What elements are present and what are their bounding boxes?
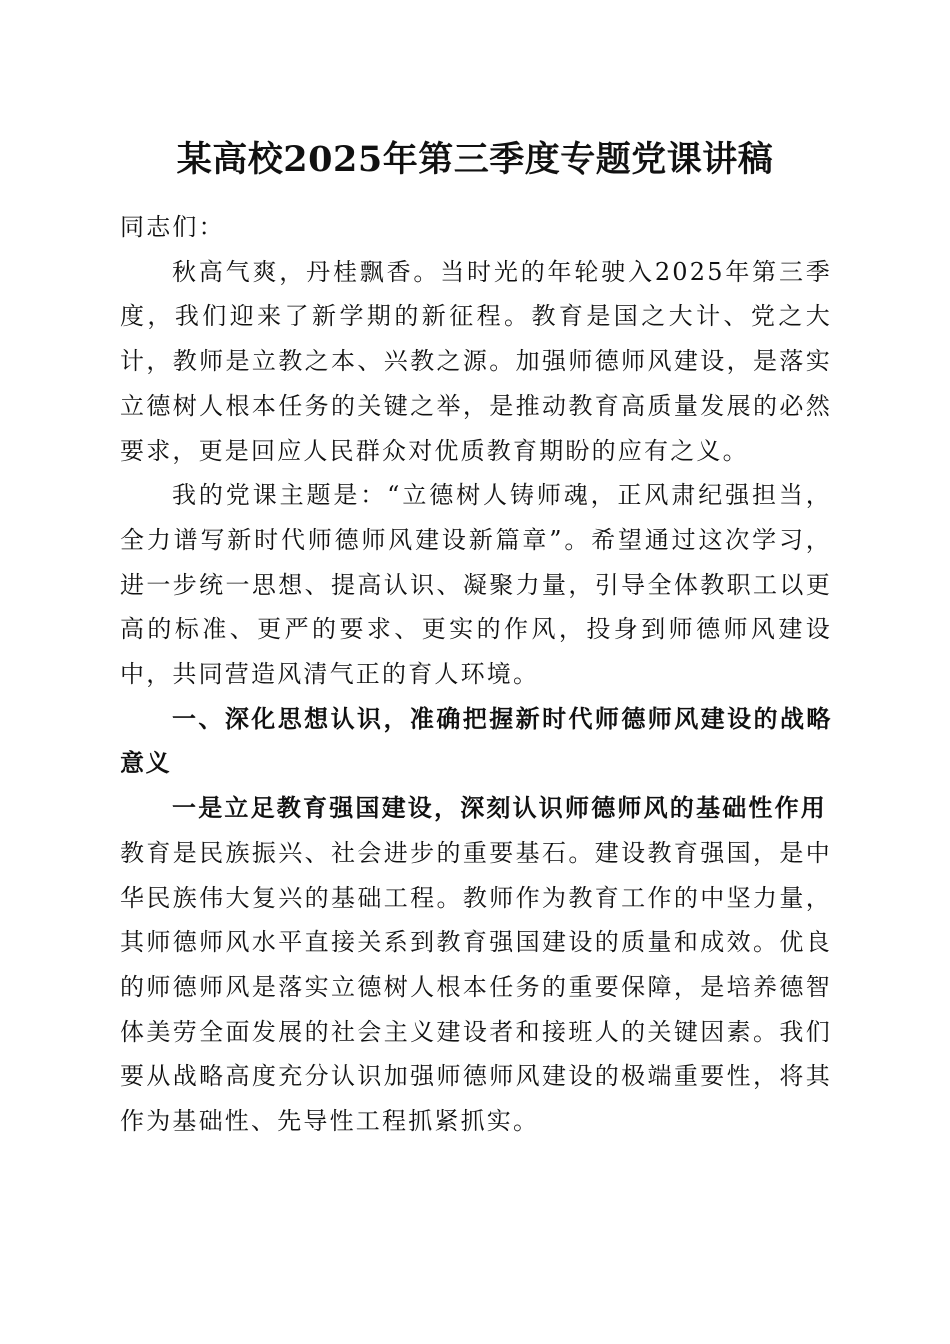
section-1-paragraph-1: 教育是民族振兴、社会进步的重要基石。建设教育强国，是中华民族伟大复兴的基础工程。教师作为教育工作的中坚力量，其师德师风水平直接关系到教育强国建设的质量和成效。优良的师德师风是落实立德树人根本任务的重要保障，是培养德智体美劳全面发展的社会主义建设者和接班人的关键因素。我们要从战略高度充分认识加强师德师风建设的极端重要性，将其作为基础性、先导性工程抓紧抓实。 xyxy=(120,838,832,1136)
intro-paragraph-2: 我的党课主题是：“立德树人铸师魂，正风肃纪强担当，全力谱写新时代师德师风建设新篇章”。希望通过这次学习，进一步统一思想、提高认识、凝聚力量，引导全体教职工以更高的标准、更严的要求、更实的作风，投身到师德师风建设中，共同营造风清气正的育人环境。 xyxy=(120,481,832,689)
section-1-heading: 一、深化思想认识，准确把握新时代师德师风建设的战略意义 xyxy=(120,704,832,778)
document-title: 某高校2025年第三季度专题党课讲稿 xyxy=(176,139,774,180)
salutation: 同志们： xyxy=(120,213,225,241)
section-1-subheading-1: 一是立足教育强国建设，深刻认识师德师风的基础性作用 xyxy=(172,793,827,823)
intro-paragraph-1: 秋高气爽，丹桂飘香。当时光的年轮驶入2025年第三季度，我们迎来了新学期的新征程。教育是国之大计、党之大计，教师是立教之本、兴教之源。加强师德师风建设，是落实立德树人根本任务的关键之举，是推动教育高质量发展的必然要求，更是回应人民群众对优质教育期盼的应有之义。 xyxy=(120,257,832,465)
document-body xyxy=(120,205,832,1144)
